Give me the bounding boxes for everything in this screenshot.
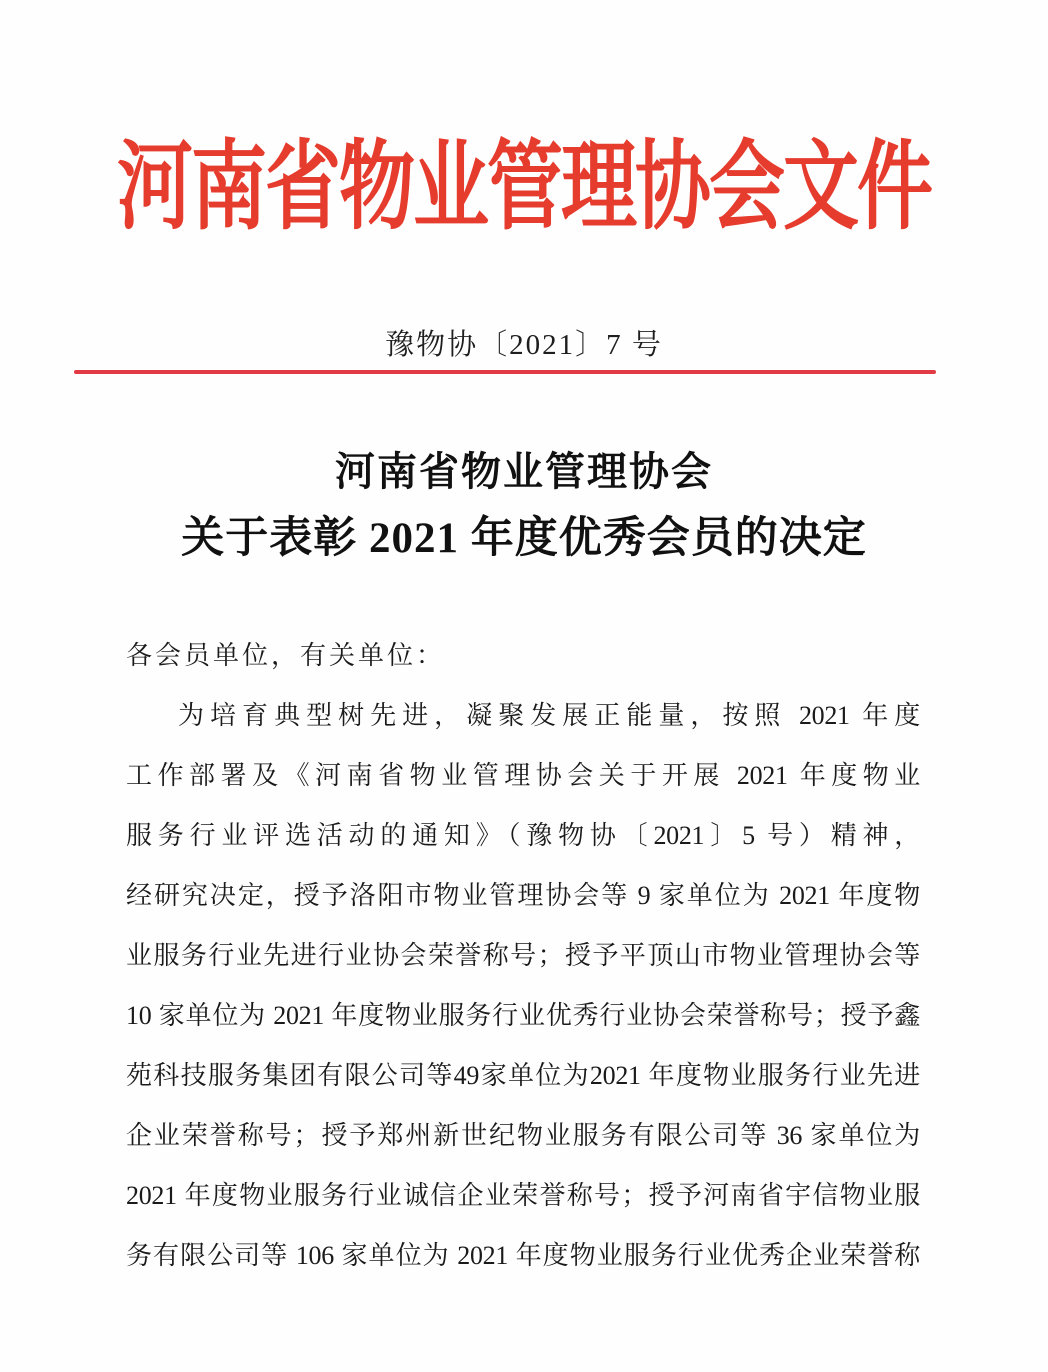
- body-line: 服务行业评选活动的通知》（豫物协〔2021〕5 号）精神，: [126, 821, 920, 850]
- doc-number: 豫物协〔2021〕7 号: [385, 329, 663, 361]
- salutation-line: 各会员单位，有关单位：: [126, 641, 446, 670]
- red-header-title: 河南省物业管理协会文件: [117, 134, 931, 242]
- red-divider-line: [74, 370, 936, 374]
- body-line: 苑科技服务集团有限公司等49家单位为2021 年度物业服务行业先进: [126, 1061, 920, 1090]
- body-line: 2021 年度物业服务行业诚信企业荣誉称号；授予河南省宇信物业服: [126, 1181, 920, 1210]
- document-body: [126, 626, 920, 1286]
- body-line: 经研究决定，授予洛阳市物业管理协会等 9 家单位为 2021 年度物: [126, 881, 920, 910]
- body-line: 10 家单位为 2021 年度物业服务行业优秀行业协会荣誉称号；授予鑫: [126, 1001, 920, 1030]
- body-line: 工作部署及《河南省物业管理协会关于开展 2021 年度物业: [126, 761, 920, 790]
- body-line: 企业荣誉称号；授予郑州新世纪物业服务有限公司等 36 家单位为: [126, 1121, 920, 1150]
- body-line: 为培育典型树先进，凝聚发展正能量，按照 2021 年度: [178, 701, 920, 730]
- body-line: 业服务行业先进行业协会荣誉称号；授予平顶山市物业管理协会等: [126, 941, 920, 970]
- doc-title-line1: 河南省物业管理协会: [335, 449, 713, 494]
- doc-title-line2: 关于表彰 2021 年度优秀会员的决定: [181, 515, 867, 562]
- doc-title: [0, 450, 1048, 562]
- body-line: 务有限公司等 106 家单位为 2021 年度物业服务行业优秀企业荣誉称: [126, 1241, 920, 1270]
